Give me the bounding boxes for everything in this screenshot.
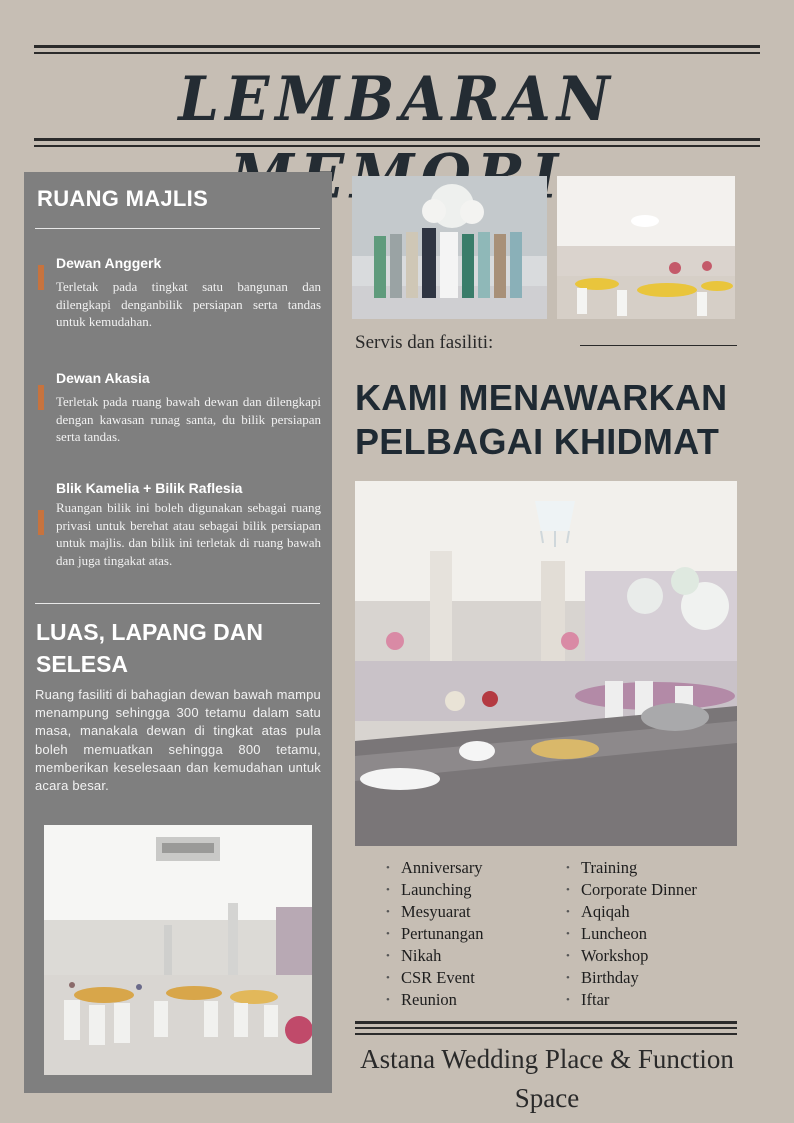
service-item: • Birthday	[565, 967, 697, 989]
footer-rule-3	[355, 1033, 737, 1035]
service-item: • Corporate Dinner	[565, 879, 697, 901]
service-item: • CSR Event	[385, 967, 483, 989]
banquet-hall-photo	[557, 176, 735, 319]
item-title: Blik Kamelia + Bilik Raflesia	[56, 480, 243, 496]
services-list-col2	[565, 857, 697, 1011]
services-headline: KAMI MENAWARKAN PELBAGAI KHIDMAT	[355, 377, 728, 462]
item-text: Terletak pada tingkat satu bangunan dan dilengkapi denganbilik persiapan serta tandas untuk kemudahan.	[56, 279, 321, 329]
top-rule	[34, 45, 760, 48]
service-item: • Reunion	[385, 989, 483, 1011]
item-title: Dewan Anggerk	[56, 255, 162, 271]
service-item: • Anniversary	[385, 857, 483, 879]
service-item: • Training	[565, 857, 697, 879]
footer-venue-name: Astana Wedding Place & Function Space	[360, 1044, 734, 1113]
section-title: RUANG MAJLIS	[37, 186, 209, 211]
service-item: • Pertunangan	[385, 923, 483, 945]
service-item: • Workshop	[565, 945, 697, 967]
item-marker	[38, 385, 44, 410]
item-marker	[38, 510, 44, 535]
top-rule-thin	[34, 52, 760, 54]
service-item: • Aqiqah	[565, 901, 697, 923]
services-label-line	[580, 345, 737, 346]
section-divider	[35, 228, 320, 229]
service-item: • Mesyuarat	[385, 901, 483, 923]
left-panel	[24, 172, 332, 1093]
masthead-rule	[34, 138, 760, 141]
service-item: • Nikah	[385, 945, 483, 967]
dinner-setup-photo	[355, 481, 737, 846]
item-marker	[38, 265, 44, 290]
wedding-photo	[352, 176, 547, 319]
hall-photo	[44, 825, 312, 1075]
service-item: • Luncheon	[565, 923, 697, 945]
services-list-col1	[385, 857, 483, 1011]
item-text: Ruangan bilik ini boleh digunakan sebagai ruang privasi untuk berehat atau sebagai bilik persiapan untuk majlis. dan bilik ini terletak di ruang bawah dan juga tingakat atas.	[56, 500, 321, 568]
capacity-paragraph: Ruang fasiliti di bahagian dewan bawah mampu menampung sehingga 300 tetamu dalam satu masa, manakala dewan di tingkat atas pula boleh memuatkan sehingga 800 tetamu, memberikan keselesaan dan kemudahan untuk acara besar.	[35, 687, 321, 794]
masthead-title: LEMBARAN	[178, 63, 616, 135]
services-label: Servis dan fasiliti:	[355, 332, 494, 353]
section-divider	[35, 603, 320, 604]
footer-rule-2	[355, 1027, 737, 1029]
service-item: • Launching	[385, 879, 483, 901]
masthead-rule-thin	[34, 145, 760, 147]
item-title: Dewan Akasia	[56, 370, 150, 386]
section-subtitle: LUAS, LAPANG DAN SELESA	[36, 619, 264, 677]
item-text: Terletak pada ruang bawah dewan dan dilengkapi dengan kawasan runag santa, du bilik persiapan serta tandas.	[56, 394, 321, 444]
service-item: • Iftar	[565, 989, 697, 1011]
footer-rule	[355, 1021, 737, 1024]
